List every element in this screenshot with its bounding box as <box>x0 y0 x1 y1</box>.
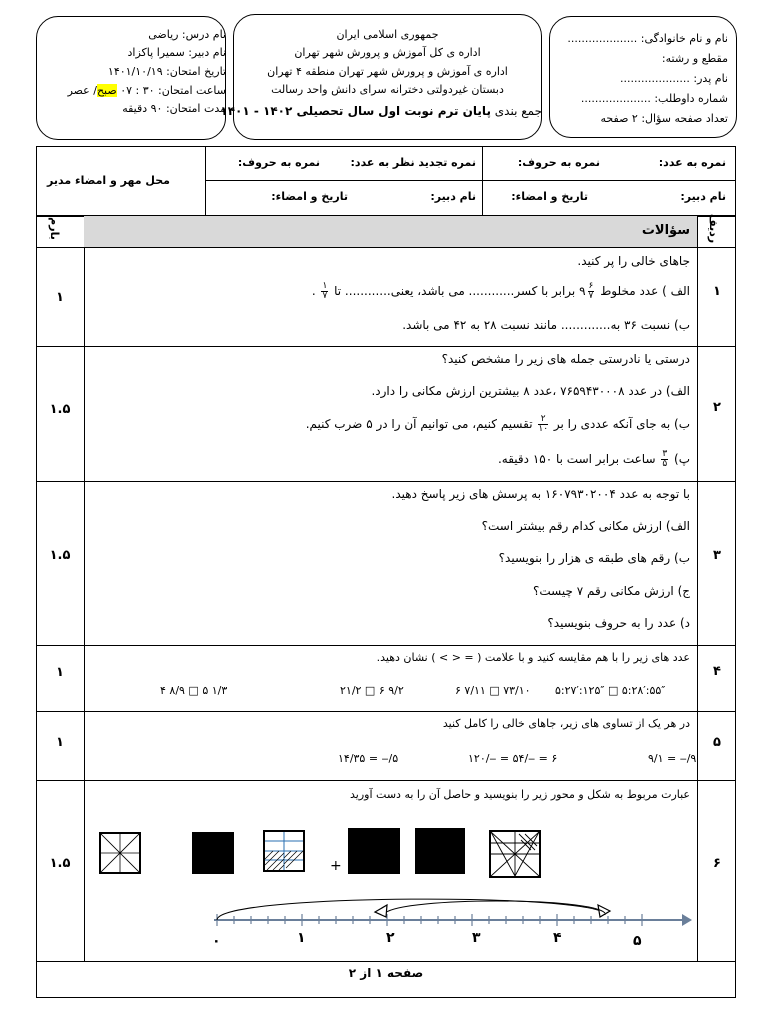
q1-number: ۱ <box>713 284 721 299</box>
revised-words: نمره به حروف: <box>237 156 320 169</box>
q4-item-4: ۴ ۸/۹ □ ۵ ۱/۳ <box>160 684 228 697</box>
q1a-pre: الف ) عدد مخلوط <box>600 284 690 298</box>
score-words: نمره به حروف: <box>517 156 600 169</box>
q4-title: عدد های زیر را با هم مقایسه کنید و با علامت ( = < > ) نشان دهید. <box>376 651 690 664</box>
header-row <box>84 216 697 247</box>
row-sep-1 <box>36 346 736 347</box>
fraction-shape-5 <box>415 828 465 874</box>
q4-number: ۴ <box>713 664 721 679</box>
q5-item-2: ۱۲۰/‒ = ۵۴/‒ = ۶ <box>468 752 558 765</box>
q4-item-2: ۶ ۷/۱۱ □ ۷۳/۱۰ <box>455 684 531 697</box>
plus-sign: + <box>330 858 342 874</box>
score-number: نمره به عدد: <box>658 156 726 169</box>
q2c-post: ساعت برابر است با ۱۵۰ دقیقه. <box>497 452 656 466</box>
axis-label-3: ۳ <box>472 930 481 946</box>
star-divided-square-icon <box>101 834 139 872</box>
q3-number: ۳ <box>713 548 721 563</box>
teacher-field: نام دبیر: سمیرا پاکزاد <box>127 46 226 59</box>
header-line-2: اداره ی کل آموزش و پرورش شهر تهران <box>294 46 481 59</box>
q2c-pre: پ) <box>674 452 690 466</box>
q4-item-3: ۲۱/۲ □ ۶ ۹/۲ <box>340 684 404 697</box>
header-line-3: اداره ی آموزش و پرورش شهر تهران منطقه ۴ تهران <box>267 65 508 78</box>
pages-field: تعداد صفحه سؤال: ۲ صفحه <box>600 112 728 125</box>
q2-part-c <box>498 450 690 469</box>
q1a-whole: ۹ <box>579 284 586 298</box>
q5-score: ۱ <box>56 735 64 750</box>
teacher-name-1: نام دبیر: <box>680 190 726 203</box>
q5-number: ۵ <box>713 735 721 750</box>
q2b-frac: $\frac{۲}{۱۰}$ <box>538 414 549 434</box>
number-line <box>200 895 695 955</box>
q1-part-a: الف ) عدد مخلوط $\frac{۶}{۷}$ ۹ برابر با کسر............ می باشد، یعنی............ تا $\frac{۱}{۷}$ . <box>311 281 690 301</box>
fraction-shape-4 <box>348 828 400 874</box>
q2b-post: تقسیم کنیم، می توانیم آن را در ۵ ضرب کنیم. <box>305 417 533 431</box>
q2-score: ۱.۵ <box>49 402 71 417</box>
score-divider-2 <box>205 146 206 216</box>
grade-field: مقطع و رشته: <box>661 52 728 65</box>
header-score-label: بارم <box>48 217 62 240</box>
principal-stamp: محل مهر و امضاء مدیر <box>47 174 170 187</box>
q5-item-3: ۱۴/۳۵ = ‒/۵ <box>338 752 399 765</box>
q3-score: ۱.۵ <box>49 548 71 563</box>
time-pre: ساعت امتحان: ۳۰ : ۰۷ <box>120 84 226 97</box>
exam-title-bold: پایان ترم نوبت اول <box>378 104 491 118</box>
q3-part-d: د) عدد را به حروف بنویسید؟ <box>547 616 690 630</box>
row-sep-2 <box>36 481 736 482</box>
axis-label-1: ۱ <box>297 930 306 946</box>
q3-part-a: الف) ارزش مکانی کدام رقم بیشتر است؟ <box>481 519 690 533</box>
exam-title <box>220 104 542 118</box>
axis-label-4: ۴ <box>553 930 562 946</box>
header-line-4: دبستان غیردولتی دخترانه سرای دانش واحد رسالت <box>271 83 504 96</box>
q2-part-b <box>306 415 690 434</box>
time-post: / عصر <box>67 84 97 97</box>
row-sep-0 <box>36 247 736 248</box>
triangle-divided-square-icon <box>491 832 539 876</box>
q4-score: ۱ <box>56 665 64 680</box>
header-questions-label: سؤالات <box>641 223 690 238</box>
exam-title-pre: جمع بندی <box>494 104 542 118</box>
q2b-pre: ب) به جای آنکه عددی را بر <box>553 417 690 431</box>
q5-item-1: ۹/۱ = ‒/۹ <box>648 752 697 765</box>
fraction-shape-6 <box>489 830 541 878</box>
sign-date-2: تاریخ و امضاء: <box>271 190 348 203</box>
q1a-mid: برابر با کسر............ می باشد، یعنی............ تا <box>334 284 576 298</box>
hatched-grid-square-icon <box>265 832 303 870</box>
q3-part-b: ب) رقم های طبقه ی هزار را بنویسید؟ <box>498 551 690 565</box>
teacher-name-2: نام دبیر: <box>430 190 476 203</box>
row-sep-3 <box>36 645 736 646</box>
q2-title: درستی یا نادرستی جمله های زیر را مشخص کنید؟ <box>441 352 690 366</box>
q6-score: ۱.۵ <box>49 856 71 871</box>
q6-title: عبارت مربوط به شکل و محور زیر را بنویسید و حاصل آن را به دست آورید <box>350 788 690 801</box>
q2c-frac: $\frac{۳}{۵}$ <box>662 449 668 469</box>
father-field: نام پدر: .................... <box>619 72 728 85</box>
candidate-field: شماره داوطلب: .................... <box>580 92 728 105</box>
q1-title: جاهای خالی را پر کنید. <box>577 254 690 268</box>
q3-part-c: ج) ارزش مکانی رقم ۷ چیست؟ <box>533 584 690 598</box>
header-row-label: ردیف <box>706 213 720 244</box>
date-field: تاریخ امتحان: ۱۴۰۱/۱۰/۱۹ <box>107 65 226 78</box>
duration-field: مدت امتحان: ۹۰ دقیقه <box>122 102 226 115</box>
fraction-shape-3 <box>263 830 305 872</box>
q5-title: در هر یک از تساوی های زیر، جاهای خالی را کامل کنید <box>442 717 690 730</box>
q1a-unit-frac: $\frac{۱}{۷}$ <box>322 281 328 301</box>
questions-table <box>36 213 736 998</box>
subject-field: نام درس: ریاضی <box>148 28 226 41</box>
sign-date-1: تاریخ و امضاء: <box>511 190 588 203</box>
score-divider-h <box>205 180 736 181</box>
q1-part-b: ب) نسبت ۳۶ به............. مانند نسبت ۲۸ به ۴۲ می باشد. <box>402 318 690 332</box>
time-field <box>68 84 226 97</box>
q1a-mixed-frac: $\frac{۶}{۷}$ <box>588 281 594 301</box>
header-line-1: جمهوری اسلامی ایران <box>336 28 439 41</box>
axis-label-5: ۵ <box>633 933 642 949</box>
q4-item-1: ۵:۲۷′:۱۲۵″ □ ۵:۲۸′:۵۵″ <box>555 684 666 697</box>
row-sep-4 <box>36 711 736 712</box>
time-morning: صبح <box>96 84 117 97</box>
score-divider-1 <box>482 146 483 216</box>
q2-part-a: الف) در عدد ۷۶۵۹۴۳۰۰۰۸ ،عدد ۸ بیشترین ارزش مکانی را دارد. <box>371 384 690 398</box>
q1-score: ۱ <box>56 290 64 305</box>
axis-label-0: ۰ <box>212 933 221 949</box>
axis-label-2: ۲ <box>386 930 395 946</box>
name-field: نام و نام خانوادگی: .................... <box>567 32 728 45</box>
row-sep-6 <box>36 961 736 962</box>
fraction-shape-1 <box>99 832 141 874</box>
row-sep-5 <box>36 780 736 781</box>
q2-number: ۲ <box>713 400 721 415</box>
q3-title: با توجه به عدد ۱۶۰۷۹۳۰۲۰۰۴ به پرسش های زیر پاسخ دهید. <box>391 487 690 501</box>
exam-title-post: سال تحصیلی ۱۴۰۲ - ۱۴۰۱ <box>220 104 375 118</box>
row-col-divider <box>697 216 698 962</box>
q6-number: ۶ <box>713 856 721 871</box>
page-footer: صفحه ۱ از ۲ <box>348 966 424 980</box>
score-col-divider <box>84 216 85 962</box>
fraction-shape-2 <box>192 832 234 874</box>
revised-number: نمره تجدید نظر به عدد: <box>350 156 476 169</box>
